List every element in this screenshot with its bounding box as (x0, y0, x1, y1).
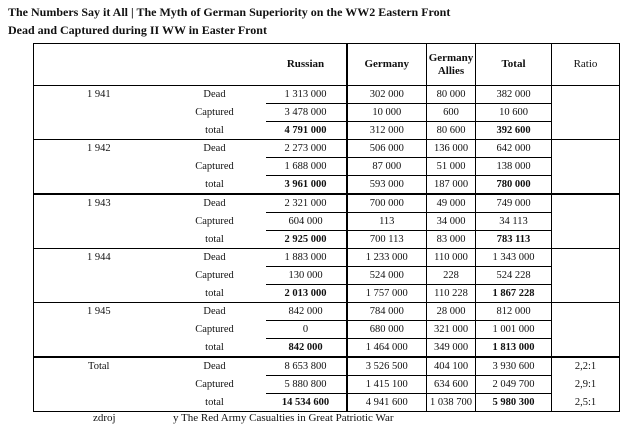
total-cell: 5 980 300 (476, 394, 552, 412)
table-row (34, 176, 620, 195)
year-cell (34, 104, 164, 122)
germany-cell: 113 (347, 213, 427, 231)
table-row (34, 321, 620, 339)
russian-cell: 2 273 000 (266, 140, 347, 158)
germany-cell: 302 000 (347, 86, 427, 104)
germany-cell: 1 464 000 (347, 339, 427, 358)
allies-cell: 110 000 (427, 249, 476, 267)
year-cell: 1 941 (34, 86, 164, 104)
ratio-cell (552, 86, 620, 104)
page-title: The Numbers Say it All | The Myth of German Superiority on the WW2 Eastern Front (8, 5, 451, 19)
table-row (34, 140, 620, 158)
germany-cell: 506 000 (347, 140, 427, 158)
allies-cell: 321 000 (427, 321, 476, 339)
table-row (34, 267, 620, 285)
type-cell: Captured (195, 379, 234, 390)
ratio-cell (552, 339, 620, 358)
germany-cell: 680 000 (347, 321, 427, 339)
germany-cell: 3 526 500 (347, 357, 427, 376)
allies-cell: 34 000 (427, 213, 476, 231)
year-cell (34, 122, 164, 140)
total-cell: 642 000 (476, 140, 552, 158)
casualties-table (33, 43, 620, 412)
russian-cell: 4 791 000 (266, 122, 347, 140)
type-cell: Dead (164, 249, 266, 267)
allies-cell: 51 000 (427, 158, 476, 176)
ratio-cell (552, 122, 620, 140)
total-cell: 812 000 (476, 303, 552, 321)
header-russian: Russian (266, 44, 347, 86)
table-row (34, 249, 620, 267)
type-cell: total (164, 339, 266, 358)
table-row (34, 158, 620, 176)
table-row (34, 376, 620, 394)
table-row (34, 394, 620, 412)
ratio-cell (552, 158, 620, 176)
year-cell: Total (34, 357, 164, 376)
total-cell: 780 000 (476, 176, 552, 195)
germany-cell: 1 415 100 (347, 376, 427, 394)
header-row (34, 44, 620, 86)
total-cell: 1 867 228 (476, 285, 552, 303)
table-row (34, 303, 620, 321)
ratio-cell: 2,5:1 (552, 394, 620, 412)
allies-cell: 404 100 (427, 357, 476, 376)
allies-cell: 110 228 (427, 285, 476, 303)
source-text: y The Red Army Casualties in Great Patriotic War (173, 412, 394, 424)
ratio-cell (552, 176, 620, 195)
ratio-cell (552, 104, 620, 122)
allies-cell: 349 000 (427, 339, 476, 358)
total-cell: 382 000 (476, 86, 552, 104)
russian-cell: 1 313 000 (266, 86, 347, 104)
table-row (34, 122, 620, 140)
russian-cell: 842 000 (266, 303, 347, 321)
type-cell: total (164, 231, 266, 249)
header-empty-year (34, 44, 164, 86)
russian-cell: 2 321 000 (266, 194, 347, 213)
year-cell (34, 267, 164, 285)
russian-cell: 130 000 (266, 267, 347, 285)
russian-cell: 2 925 000 (266, 231, 347, 249)
russian-cell: 3 478 000 (266, 104, 347, 122)
year-cell: 1 943 (34, 194, 164, 213)
total-cell: 2 049 700 (476, 376, 552, 394)
type-cell: Dead (164, 86, 266, 104)
year-cell: 1 944 (34, 249, 164, 267)
ratio-cell (552, 267, 620, 285)
allies-cell: 228 (427, 267, 476, 285)
type-cell: Dead (164, 194, 266, 213)
ratio-cell (552, 140, 620, 158)
table-row (34, 339, 620, 358)
source-label: zdroj (93, 412, 116, 424)
header-empty-type (164, 44, 266, 86)
russian-cell: 2 013 000 (266, 285, 347, 303)
russian-cell: 3 961 000 (266, 176, 347, 195)
year-cell (34, 285, 164, 303)
type-cell: Captured (195, 216, 234, 227)
allies-cell: 49 000 (427, 194, 476, 213)
table-row (34, 357, 620, 376)
table-row (34, 104, 620, 122)
header-allies-line2: Allies (437, 64, 465, 77)
year-cell (34, 158, 164, 176)
total-cell: 1 001 000 (476, 321, 552, 339)
ratio-cell (552, 285, 620, 303)
header-germany-allies (427, 44, 476, 86)
type-cell: Dead (164, 357, 266, 376)
total-cell: 392 600 (476, 122, 552, 140)
table-row (34, 194, 620, 213)
ratio-cell (552, 213, 620, 231)
table-row (34, 231, 620, 249)
type-cell: Dead (164, 140, 266, 158)
type-cell: Captured (195, 161, 234, 172)
header-ratio: Ratio (552, 44, 620, 86)
total-cell: 34 113 (476, 213, 552, 231)
total-cell: 1 813 000 (476, 339, 552, 358)
table-row (34, 86, 620, 104)
ratio-cell (552, 321, 620, 339)
type-cell: total (164, 394, 266, 412)
total-cell: 524 228 (476, 267, 552, 285)
germany-cell: 524 000 (347, 267, 427, 285)
table-row (34, 213, 620, 231)
germany-cell: 1 757 000 (347, 285, 427, 303)
allies-cell: 1 038 700 (427, 394, 476, 412)
germany-cell: 1 233 000 (347, 249, 427, 267)
allies-cell: 80 600 (427, 122, 476, 140)
header-allies-line1: Germany (428, 51, 474, 64)
germany-cell: 700 000 (347, 194, 427, 213)
total-cell: 138 000 (476, 158, 552, 176)
russian-cell: 1 688 000 (266, 158, 347, 176)
ratio-cell (552, 231, 620, 249)
allies-cell: 28 000 (427, 303, 476, 321)
type-cell: total (164, 176, 266, 195)
year-cell: 1 942 (34, 140, 164, 158)
type-cell: Dead (164, 303, 266, 321)
germany-cell: 593 000 (347, 176, 427, 195)
type-cell: total (164, 285, 266, 303)
year-cell (34, 339, 164, 358)
germany-cell: 700 113 (347, 231, 427, 249)
germany-cell: 784 000 (347, 303, 427, 321)
russian-cell: 1 883 000 (266, 249, 347, 267)
germany-cell: 4 941 600 (347, 394, 427, 412)
type-cell: Captured (195, 270, 234, 281)
page-subtitle: Dead and Captured during II WW in Easter Front (8, 23, 267, 37)
germany-cell: 87 000 (347, 158, 427, 176)
total-cell: 783 113 (476, 231, 552, 249)
header-germany: Germany (347, 44, 427, 86)
year-cell (34, 213, 164, 231)
total-cell: 1 343 000 (476, 249, 552, 267)
type-cell: Captured (195, 324, 234, 335)
allies-cell: 634 600 (427, 376, 476, 394)
year-cell (34, 231, 164, 249)
year-cell (34, 394, 164, 412)
allies-cell: 83 000 (427, 231, 476, 249)
ratio-cell: 2,2:1 (552, 357, 620, 376)
year-cell (34, 321, 164, 339)
type-cell: Captured (195, 107, 234, 118)
type-cell: total (164, 122, 266, 140)
russian-cell: 604 000 (266, 213, 347, 231)
ratio-cell (552, 194, 620, 213)
year-cell: 1 945 (34, 303, 164, 321)
russian-cell: 0 (266, 321, 347, 339)
year-cell (34, 176, 164, 195)
russian-cell: 5 880 800 (266, 376, 347, 394)
total-cell: 749 000 (476, 194, 552, 213)
germany-cell: 312 000 (347, 122, 427, 140)
allies-cell: 600 (427, 104, 476, 122)
russian-cell: 8 653 800 (266, 357, 347, 376)
germany-cell: 10 000 (347, 104, 427, 122)
total-cell: 3 930 600 (476, 357, 552, 376)
russian-cell: 14 534 600 (266, 394, 347, 412)
russian-cell: 842 000 (266, 339, 347, 358)
allies-cell: 80 000 (427, 86, 476, 104)
ratio-cell: 2,9:1 (552, 376, 620, 394)
total-cell: 10 600 (476, 104, 552, 122)
ratio-cell (552, 303, 620, 321)
allies-cell: 187 000 (427, 176, 476, 195)
allies-cell: 136 000 (427, 140, 476, 158)
header-total: Total (476, 44, 552, 86)
year-cell (34, 376, 164, 394)
table-row (34, 285, 620, 303)
ratio-cell (552, 249, 620, 267)
